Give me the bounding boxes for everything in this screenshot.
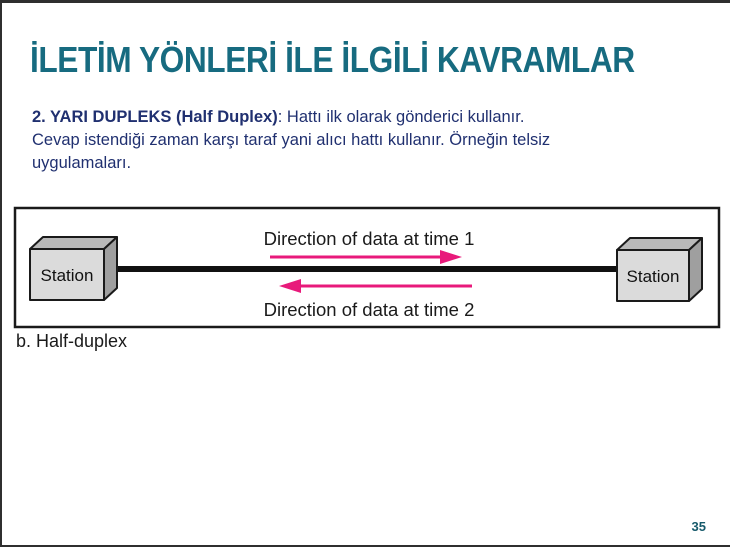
body-line-rest: : Hattı ilk olarak gönderici kullanır. <box>277 108 525 126</box>
station-box-right <box>617 238 702 301</box>
station-box-left <box>30 237 117 300</box>
time1-label: Direction of data at time 1 <box>263 228 475 249</box>
station-left-side-face <box>104 237 117 300</box>
figure-caption: b. Half-duplex <box>16 331 128 351</box>
station-label-right: Station <box>626 267 680 286</box>
body-paragraph <box>32 106 712 175</box>
page-number: 35 <box>691 519 706 534</box>
body-line-lead: 2. YARI DUPLEKS (Half Duplex) <box>32 108 278 126</box>
page-title: İLETİM YÖNLERİ İLE İLGİLİ KAVRAMLAR <box>30 39 635 80</box>
station-label-left: Station <box>40 266 94 285</box>
body-line: Cevap istendiği zaman karşı taraf yani alıcı hattı kullanır. Örneğin telsiz <box>32 131 551 149</box>
body-line: uygulamaları. <box>32 154 132 172</box>
body-line <box>32 106 712 129</box>
station-left-top-face <box>30 237 117 249</box>
station-right-side-face <box>689 238 702 301</box>
time2-label: Direction of data at time 2 <box>263 299 475 320</box>
station-right-top-face <box>617 238 702 250</box>
arrow-time2 <box>264 279 475 320</box>
half-duplex-figure <box>12 205 722 329</box>
